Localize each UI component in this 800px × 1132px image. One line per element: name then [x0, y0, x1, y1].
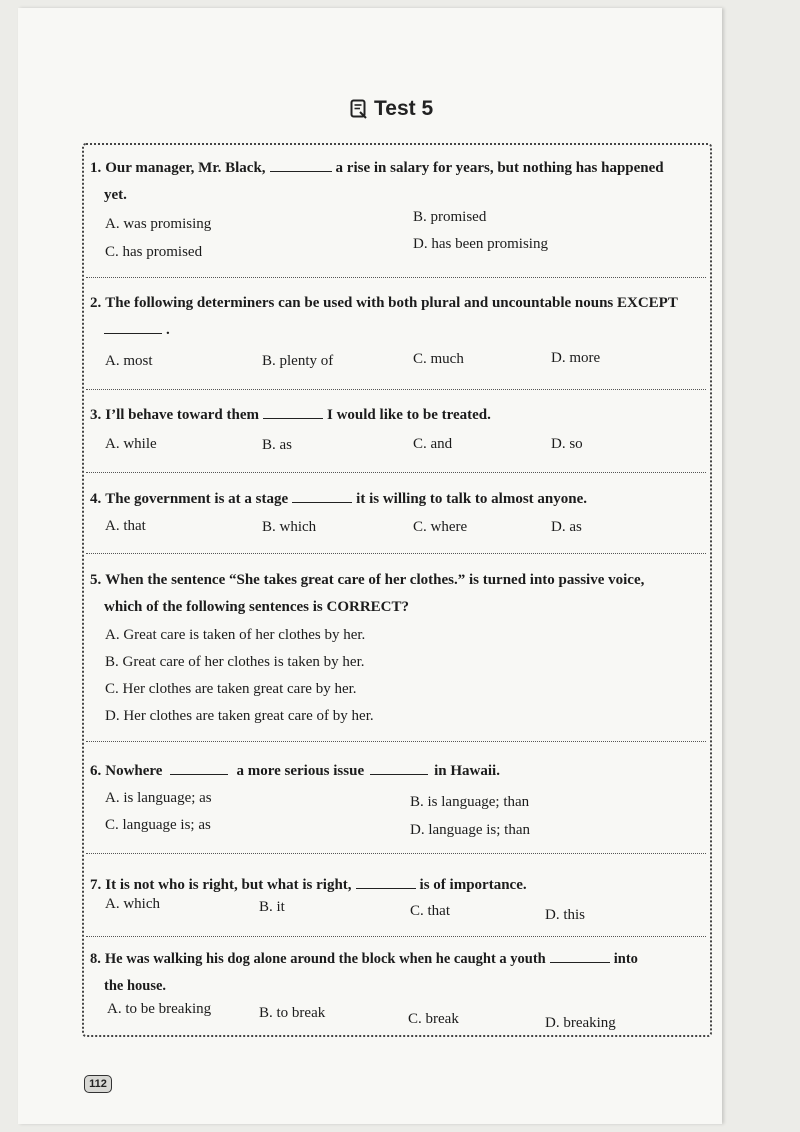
answer-blank: [550, 948, 610, 963]
separator: [86, 936, 706, 937]
option-d[interactable]: D. Her clothes are taken great care of by her.: [105, 708, 374, 724]
option-a[interactable]: A. Great care is taken of her clothes by her.: [105, 627, 366, 643]
option-d[interactable]: D. has been promising: [413, 236, 548, 252]
option-d[interactable]: D. language is; than: [410, 822, 530, 838]
option-c[interactable]: C. much: [413, 351, 464, 367]
option-a[interactable]: A. that: [105, 518, 146, 534]
option-d[interactable]: D. as: [551, 519, 582, 535]
option-c[interactable]: C. where: [413, 519, 468, 535]
answer-blank: [170, 760, 228, 775]
option-a[interactable]: A. most: [105, 353, 153, 369]
option-b[interactable]: B. promised: [413, 209, 487, 225]
option-c[interactable]: C. has promised: [105, 244, 203, 260]
option-c[interactable]: C. Her clothes are taken great care by her.: [105, 681, 357, 697]
option-b[interactable]: B. is language; than: [410, 794, 530, 810]
answer-blank: [370, 760, 428, 775]
test-title: [350, 96, 433, 122]
document-icon: [350, 99, 368, 119]
option-b[interactable]: B. Great care of her clothes is taken by her.: [105, 654, 365, 670]
question-5: 5. When the sentence “She takes great care of her clothes.” is turned into passive voice, which of the following sentences is CORRECT?: [90, 572, 645, 615]
option-c[interactable]: C. break: [408, 1011, 459, 1027]
option-d[interactable]: D. so: [551, 436, 583, 452]
question-8: 8. He was walking his dog alone around the block when he caught a youth into the house.: [90, 946, 708, 1000]
title-text: Test 5: [374, 97, 434, 120]
option-b[interactable]: B. which: [262, 519, 317, 535]
answer-blank: [270, 157, 332, 172]
option-b[interactable]: B. to break: [259, 1005, 326, 1021]
option-d[interactable]: D. more: [551, 350, 601, 366]
option-b[interactable]: B. as: [262, 437, 292, 453]
separator: [86, 853, 706, 854]
separator: [86, 553, 706, 554]
separator: [86, 741, 706, 742]
question-7: 7. It is not who is right, but what is right, is of importance.: [90, 872, 708, 899]
option-d[interactable]: D. breaking: [545, 1015, 616, 1031]
page-number: 112: [84, 1075, 112, 1093]
answer-blank: [292, 488, 352, 503]
option-a[interactable]: A. was promising: [105, 216, 212, 232]
option-a[interactable]: A. to be breaking: [107, 1001, 212, 1017]
option-a[interactable]: A. while: [105, 436, 157, 452]
option-c[interactable]: C. that: [410, 903, 450, 919]
option-b[interactable]: B. plenty of: [262, 353, 334, 369]
question-4: 4. The government is at a stage it is willing to talk to almost anyone.: [90, 486, 708, 513]
option-a[interactable]: A. is language; as: [105, 790, 212, 806]
separator: [86, 277, 706, 278]
answer-blank: [104, 319, 162, 334]
question-3: 3. I’ll behave toward them I would like to be treated.: [90, 402, 708, 429]
option-a[interactable]: A. which: [105, 896, 160, 912]
separator: [86, 472, 706, 473]
question-2: 2. The following determiners can be used with both plural and uncountable nouns EXCEPT .: [90, 295, 678, 338]
option-b[interactable]: B. it: [259, 899, 285, 915]
option-c[interactable]: C. and: [413, 436, 453, 452]
separator: [86, 389, 706, 390]
question-1: 1. Our manager, Mr. Black, a rise in salary for years, but nothing has happened yet.: [90, 155, 708, 209]
question-6: 6. Nowhere a more serious issue in Hawaii.: [90, 758, 708, 785]
option-c[interactable]: C. language is; as: [105, 817, 211, 833]
answer-blank: [263, 404, 323, 419]
option-d[interactable]: D. this: [545, 907, 586, 923]
answer-blank: [356, 874, 416, 889]
